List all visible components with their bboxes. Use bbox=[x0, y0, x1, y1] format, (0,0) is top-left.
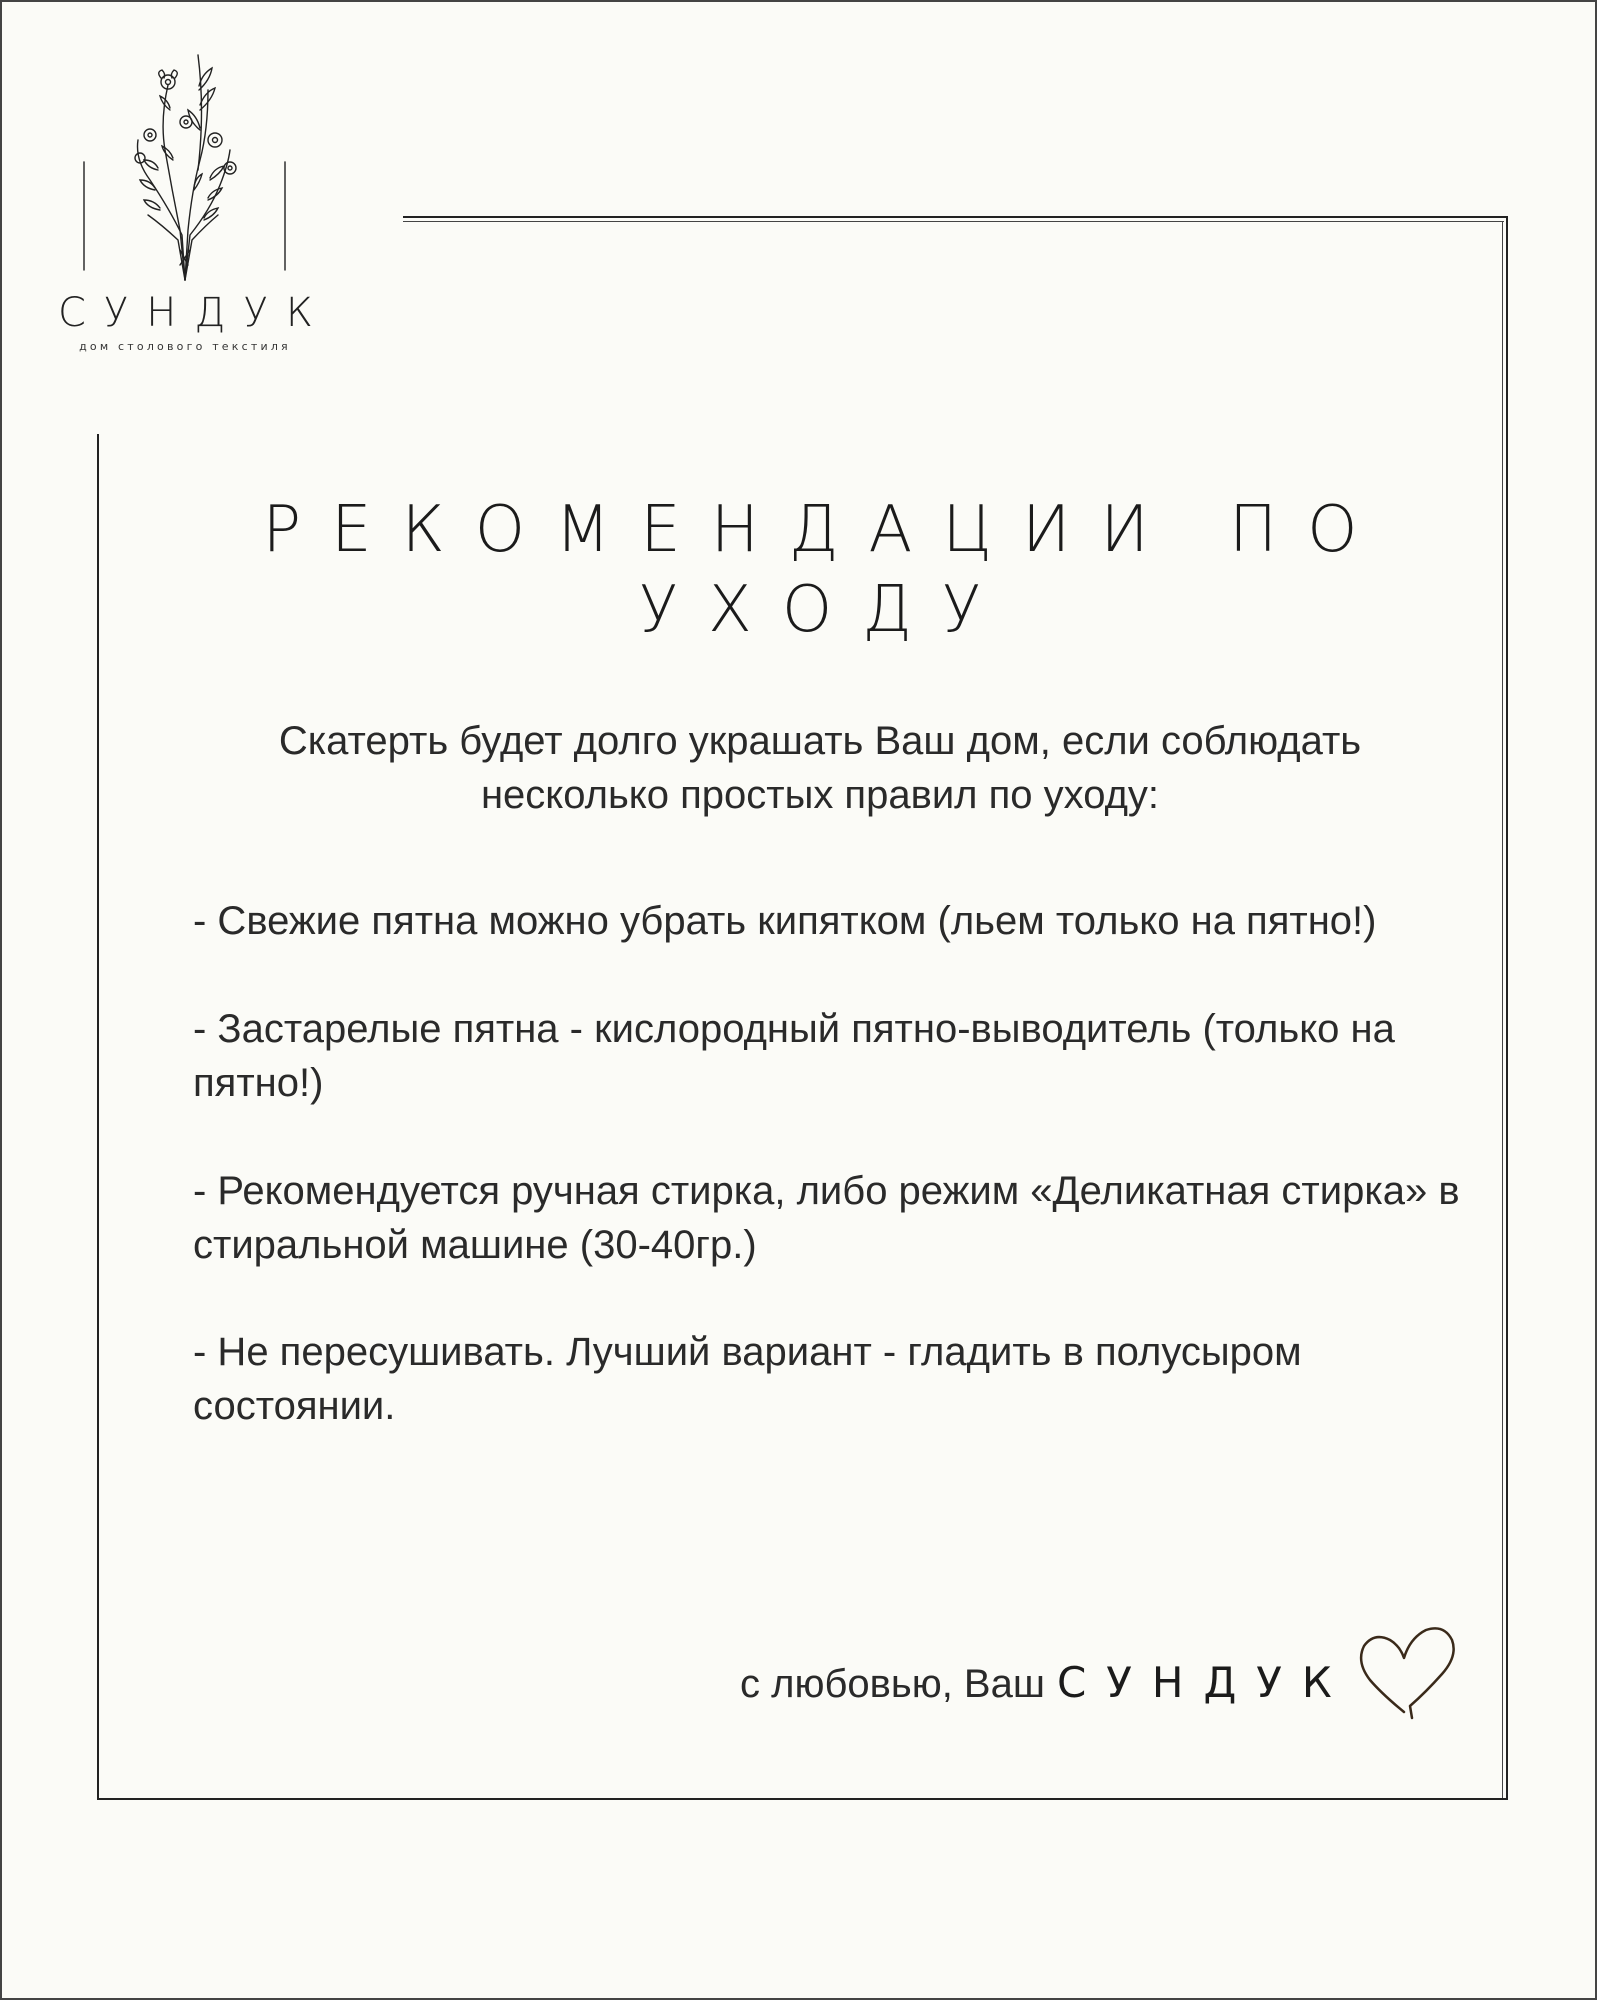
care-rule-1: - Свежие пятна можно убрать кипятком (льем только на пятно!) bbox=[193, 899, 1377, 943]
flower-bouquet-icon bbox=[40, 50, 330, 290]
brand-tagline: дом столового текстиля bbox=[79, 340, 291, 353]
signature-brand: СУНДУК bbox=[1056, 1658, 1352, 1707]
frame-line-top-inner bbox=[403, 221, 1504, 222]
frame-line-bottom bbox=[97, 1798, 1508, 1800]
frame-line-right-inner bbox=[1502, 221, 1503, 1800]
signature bbox=[740, 1658, 1352, 1707]
heart-icon bbox=[1352, 1622, 1462, 1722]
care-rule-2: - Застарелые пятна - кислородный пятно-выводитель (только на пятно!) bbox=[193, 1007, 1395, 1105]
frame-line-left bbox=[97, 434, 99, 1800]
intro-text: Скатерть будет долго украшать Ваш дом, если соблюдать несколько простых правил по уходу: bbox=[278, 719, 1362, 817]
brand-logo bbox=[40, 50, 330, 360]
brand-name: СУНДУК bbox=[58, 290, 331, 336]
page-title: РЕКОМЕНДАЦИИ ПО УХОДУ bbox=[262, 493, 1388, 647]
care-rule-4: - Не пересушивать. Лучший вариант - гладить в полусыром состоянии. bbox=[193, 1330, 1302, 1428]
frame-line-top bbox=[403, 216, 1508, 218]
frame-line-right bbox=[1506, 216, 1508, 1800]
signature-text: с любовью, Ваш bbox=[740, 1662, 1045, 1706]
care-rule-3: - Рекомендуется ручная стирка, либо режим «Деликатная стирка» в стиральной машине (30-40гр.) bbox=[193, 1169, 1460, 1267]
